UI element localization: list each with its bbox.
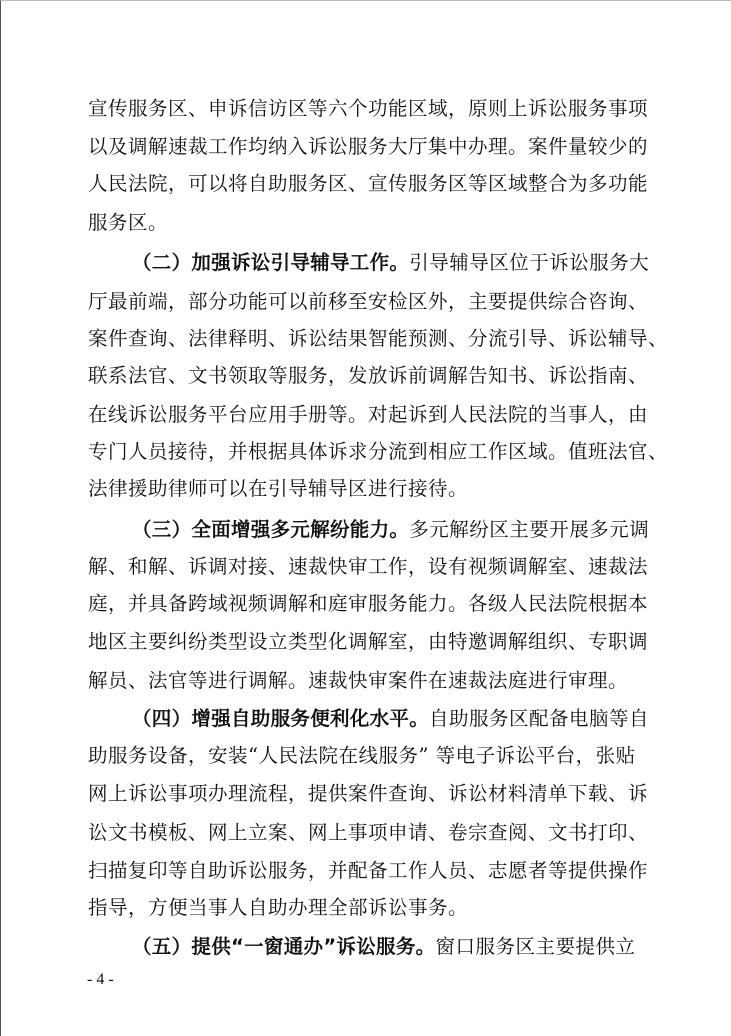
line-text: 网上诉讼事项办理流程，提供案件查询、诉讼材料清单下载、诉 (88, 782, 649, 805)
line-text: 讼文书模板、网上立案、网上事项申请、卷宗查阅、文书打印、 (88, 821, 649, 844)
line-text: 人民法院，可以将自助服务区、宣传服务区等区域整合为多功能 (88, 172, 649, 195)
paragraph-line (88, 630, 648, 654)
paragraph-line (88, 290, 648, 314)
paragraph-line (88, 555, 648, 579)
line-text: 联系法官、文书领取等服务，发放诉前调解告知书、诉讼指南、 (88, 364, 649, 387)
line-text: 在线诉讼服务平台应用手册等。对起诉到人民法院的当事人，由 (88, 403, 649, 426)
line-text: 解员、法官等进行调解。速裁快审案件在速裁法庭进行审理。 (88, 669, 629, 692)
paragraph-line (88, 403, 648, 427)
paragraph-line (88, 135, 648, 159)
paragraph-line (88, 669, 628, 693)
line-text: 指导，方便当事人自助办理全部诉讼事务。 (88, 896, 469, 919)
line-text: 专门人员接待，并根据具体诉求分流到相应工作区域。值班法官、 (88, 440, 669, 463)
line-text: 多元解纷区主要开展多元调 (409, 518, 650, 541)
line-text: 地区主要纠纷类型设立类型化调解室，由特邀调解组织、专职调 (88, 630, 649, 653)
section-heading-line (132, 251, 649, 275)
line-text: 解、和解、诉调对接、速裁快审工作，设有视频调解室、速裁法 (88, 555, 649, 578)
line-text: 庭，并具备跨域视频调解和庭审服务能力。各级人民法院根据本 (88, 592, 649, 615)
section-heading: （四）增强自助服务便利化水平。 (132, 707, 430, 730)
paragraph-line (88, 744, 636, 768)
paragraph-line (88, 364, 648, 388)
paragraph-line (88, 592, 648, 616)
paragraph-line (88, 172, 648, 196)
section-heading: （二）加强诉讼引导辅导工作。 (132, 251, 410, 274)
paragraph-line (88, 782, 648, 806)
line-text: 助服务设备，安装“人民法院在线服务” 等电子诉讼平台，张贴 (88, 744, 636, 767)
paragraph-line (88, 859, 648, 883)
section-heading: （三）全面增强多元解纷能力。 (132, 518, 410, 541)
line-text: 服务区。 (88, 211, 169, 234)
paragraph-line (88, 327, 668, 351)
paragraph-line (88, 440, 668, 464)
line-text: 引导辅导区位于诉讼服务大 (409, 251, 650, 274)
section-heading: （五）提供“一窗通办”诉讼服务。 (132, 935, 436, 958)
line-text: 以及调解速裁工作均纳入诉讼服务大厅集中办理。案件量较少的 (88, 135, 649, 158)
section-heading-line (132, 935, 635, 959)
line-text: 宣传服务区、申诉信访区等六个功能区域，原则上诉讼服务事项 (88, 97, 649, 120)
line-text: 窗口服务区主要提供立 (435, 935, 636, 958)
paragraph-line (88, 477, 468, 501)
line-text: 扫描复印等自助诉讼服务，并配备工作人员、志愿者等提供操作 (88, 859, 649, 882)
line-text: 自助服务区配备电脑等自 (429, 707, 650, 730)
paragraph-line (88, 821, 648, 845)
line-text: 法律援助律师可以在引导辅导区进行接待。 (88, 477, 469, 500)
line-text: 案件查询、法律释明、诉讼结果智能预测、分流引导、诉讼辅导、 (88, 327, 669, 350)
paragraph-line (88, 896, 468, 920)
paragraph-line (88, 211, 168, 235)
paragraph-line (88, 97, 648, 121)
page-number: - 4 - (87, 971, 114, 988)
section-heading-line (132, 518, 649, 542)
line-text: 厅最前端，部分功能可以前移至安检区外，主要提供综合咨询、 (88, 290, 649, 313)
section-heading-line (132, 707, 649, 731)
